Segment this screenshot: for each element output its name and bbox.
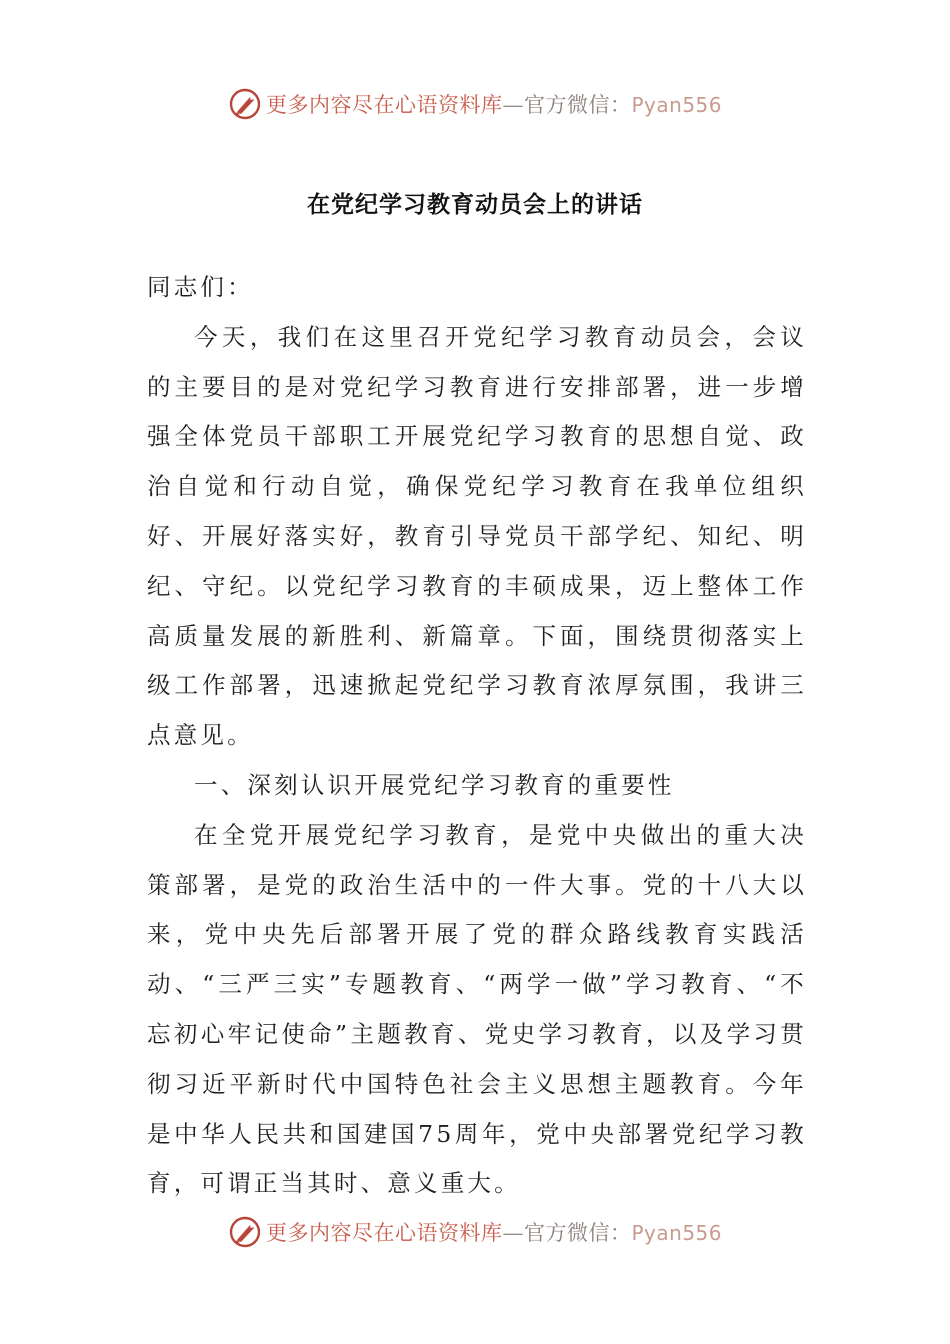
banner-wechat-label: 官方微信： [523, 1221, 632, 1245]
banner-separator: — [502, 93, 524, 117]
header-banner [0, 82, 950, 126]
footer-banner [0, 1210, 950, 1254]
pen-nib-logo-icon [228, 1215, 262, 1249]
banner-wechat-label: 官方微信： [523, 93, 632, 117]
banner-wechat-id: Pyan556 [631, 93, 722, 117]
salutation: 同志们： [147, 273, 254, 301]
banner-main-text: 更多内容尽在心语资料库 [265, 1221, 503, 1245]
section-heading: 一、深刻认识开展党纪学习教育的重要性 [194, 770, 675, 799]
banner-separator: — [502, 1221, 524, 1245]
document-body [147, 263, 807, 1209]
pen-nib-logo-icon [228, 87, 262, 121]
banner-main-text: 更多内容尽在心语资料库 [265, 93, 503, 117]
document-title: 在党纪学习教育动员会上的讲话 [307, 192, 643, 218]
banner-wechat-id: Pyan556 [631, 1221, 722, 1245]
paragraph: 今天，我们在这里召开党纪学习教育动员会，会议的主要目的是对党纪学习教育进行安排部署，进一步增强全体党员干部职工开展党纪学习教育的思想自觉、政治自觉和行动自觉，确保党纪学习教育在我单位组织好、开展好落实好，教育引导党员干部学纪、知纪、明纪、守纪。以党纪学习教育的丰硕成果，迈上整体工作高质量发展的新胜利、新篇章。下面，围绕贯彻落实上级工作部署，迅速掀起党纪学习教育浓厚氛围，我讲三点意见。 [147, 322, 807, 750]
paragraph: 在全党开展党纪学习教育，是党中央做出的重大决策部署，是党的政治生活中的一件大事。党的十八大以来，党中央先后部署开展了党的群众路线教育实践活动、“三严三实”专题教育、“两学一做”学习教育、“不忘初心牢记使命”主题教育、党史学习教育，以及学习贯彻习近平新时代中国特色社会主义思想主题教育。今年是中华人民共和国建国75周年，党中央部署党纪学习教育，可谓正当其时、意义重大。 [147, 820, 807, 1198]
